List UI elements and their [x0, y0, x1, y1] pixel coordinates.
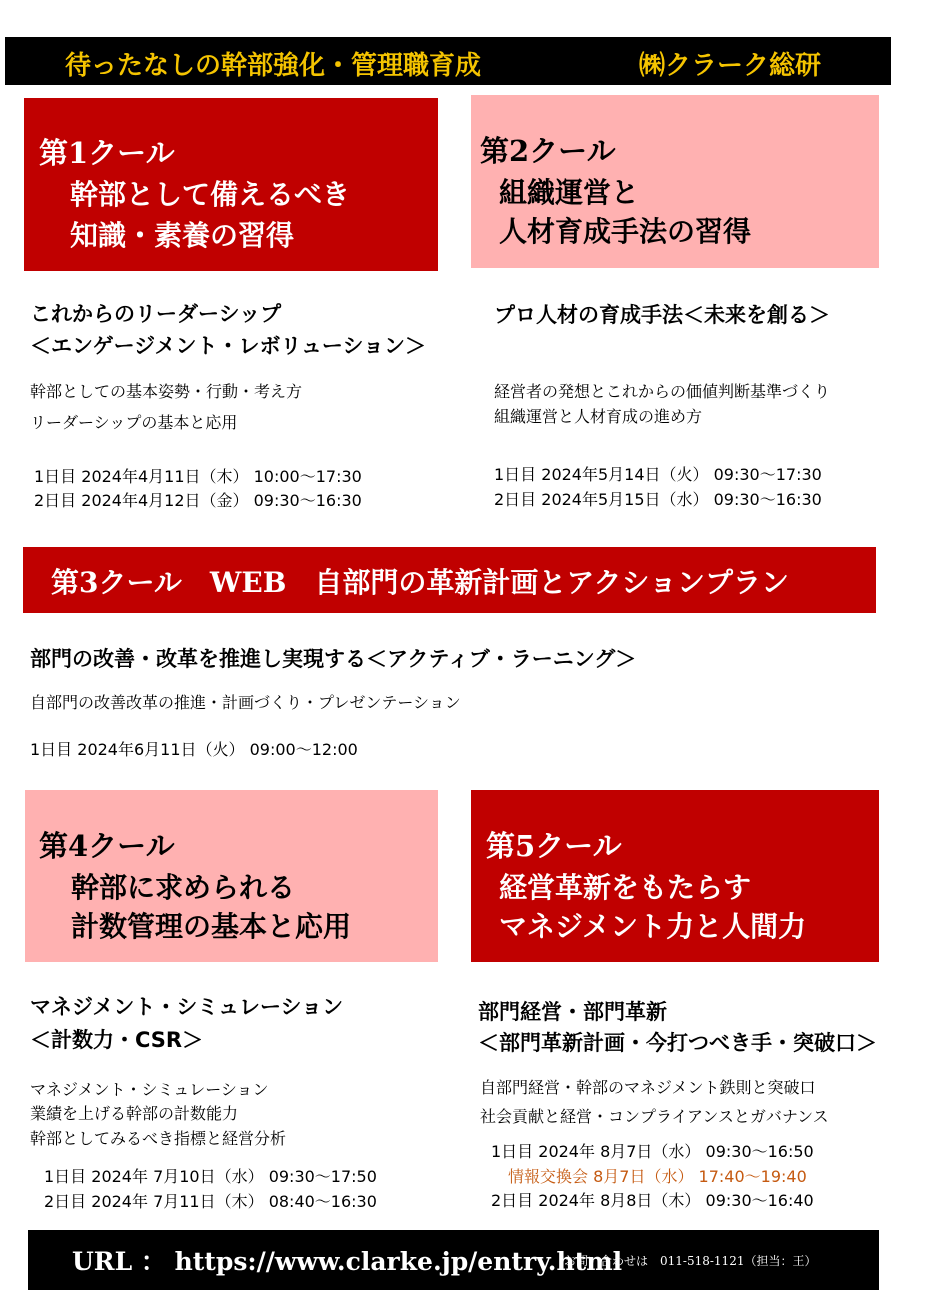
course5-box: [471, 790, 879, 962]
course5-subheading: ＜部門革新計画・今打つべき手・突破口＞: [478, 1031, 877, 1055]
course3-desc: 自部門の改善改革の推進・計画づくり・プレゼンテーション: [30, 693, 461, 712]
course4-desc: 業績を上げる幹部の計数能力: [30, 1104, 239, 1123]
course4-title-line1: 幹部に求められる: [71, 871, 296, 904]
course4-schedule: 1日目 2024年 7月10日（水） 09:30～17:50: [44, 1167, 377, 1186]
course4-heading: マネジメント・シミュレーション: [30, 995, 344, 1019]
course2-title-line2: 人材育成手法の習得: [499, 215, 752, 248]
course3-heading: 部門の改善・改革を推進し実現する＜アクティブ・ラーニング＞: [30, 647, 637, 671]
course4-box: [25, 790, 438, 962]
course1-box: [24, 98, 438, 271]
course2-schedule: 1日目 2024年5月14日（火） 09:30～17:30: [494, 465, 822, 484]
course5-number: 第5クール: [486, 829, 622, 863]
course1-number: 第1クール: [39, 136, 175, 170]
course1-title-line2: 知識・素養の習得: [70, 219, 295, 252]
course4-schedule: 2日目 2024年 7月11日（木） 08:40～16:30: [44, 1192, 377, 1211]
course2-desc: 経営者の発想とこれからの価値判断基準づくり: [494, 382, 831, 401]
course2-heading: プロ人材の育成手法＜未来を創る＞: [494, 303, 830, 327]
company-name: ㈱クラーク総研: [639, 51, 822, 81]
course5-desc: 社会貢献と経営・コンプライアンスとガバナンス: [480, 1107, 829, 1126]
course1-subheading: ＜エンゲージメント・レボリューション＞: [30, 334, 427, 358]
course4-desc: マネジメント・シミュレーション: [30, 1080, 269, 1099]
entry-url-link[interactable]: URL ： https://www.clarke.jp/entry.html: [72, 1247, 623, 1276]
course1-desc: リーダーシップの基本と応用: [30, 413, 238, 432]
course5-schedule: 2日目 2024年 8月8日（木） 09:30～16:40: [491, 1191, 814, 1210]
course1-title-line1: 幹部として備えるべき: [70, 178, 351, 211]
course3-schedule: 1日目 2024年6月11日（火） 09:00～12:00: [30, 740, 358, 759]
course5-heading: 部門経営・部門革新: [478, 1000, 667, 1024]
course4-number: 第4クール: [39, 829, 175, 863]
course2-schedule: 2日目 2024年5月15日（水） 09:30～16:30: [494, 490, 822, 509]
course5-exchange-schedule: 情報交換会 8月7日（水） 17:40～19:40: [508, 1167, 807, 1186]
course3-banner: [23, 547, 876, 613]
course1-heading: これからのリーダーシップ: [30, 302, 282, 326]
contact-info: お問い合わせは 011-518-1121（担当：王）: [564, 1254, 817, 1268]
course5-title-line1: 経営革新をもたらす: [499, 871, 752, 904]
course1-schedule: 2日目 2024年4月12日（金） 09:30～16:30: [34, 491, 362, 510]
course2-box: [471, 95, 879, 268]
course5-desc: 自部門経営・幹部のマネジメント鉄則と突破口: [480, 1078, 816, 1097]
course2-number: 第2クール: [480, 134, 616, 168]
course1-desc: 幹部としての基本姿勢・行動・考え方: [30, 382, 303, 401]
page-title: 待ったなしの幹部強化・管理職育成: [65, 51, 482, 81]
course4-subheading: ＜計数力・CSR＞: [30, 1028, 204, 1052]
footer-bar: [28, 1230, 879, 1290]
course1-schedule: 1日目 2024年4月11日（木） 10:00～17:30: [34, 467, 362, 486]
course2-title-line1: 組織運営と: [499, 176, 640, 209]
header-bar: [5, 37, 891, 85]
course5-title-line2: マネジメント力と人間力: [499, 910, 807, 943]
course2-desc: 組織運営と人材育成の進め方: [494, 407, 703, 426]
course5-schedule: 1日目 2024年 8月7日（水） 09:30～16:50: [491, 1142, 814, 1161]
course4-title-line2: 計数管理の基本と応用: [71, 910, 352, 943]
course3-title: 第3クール WEB 自部門の革新計画とアクションプラン: [51, 566, 789, 599]
course4-desc: 幹部としてみるべき指標と経営分析: [30, 1129, 287, 1148]
